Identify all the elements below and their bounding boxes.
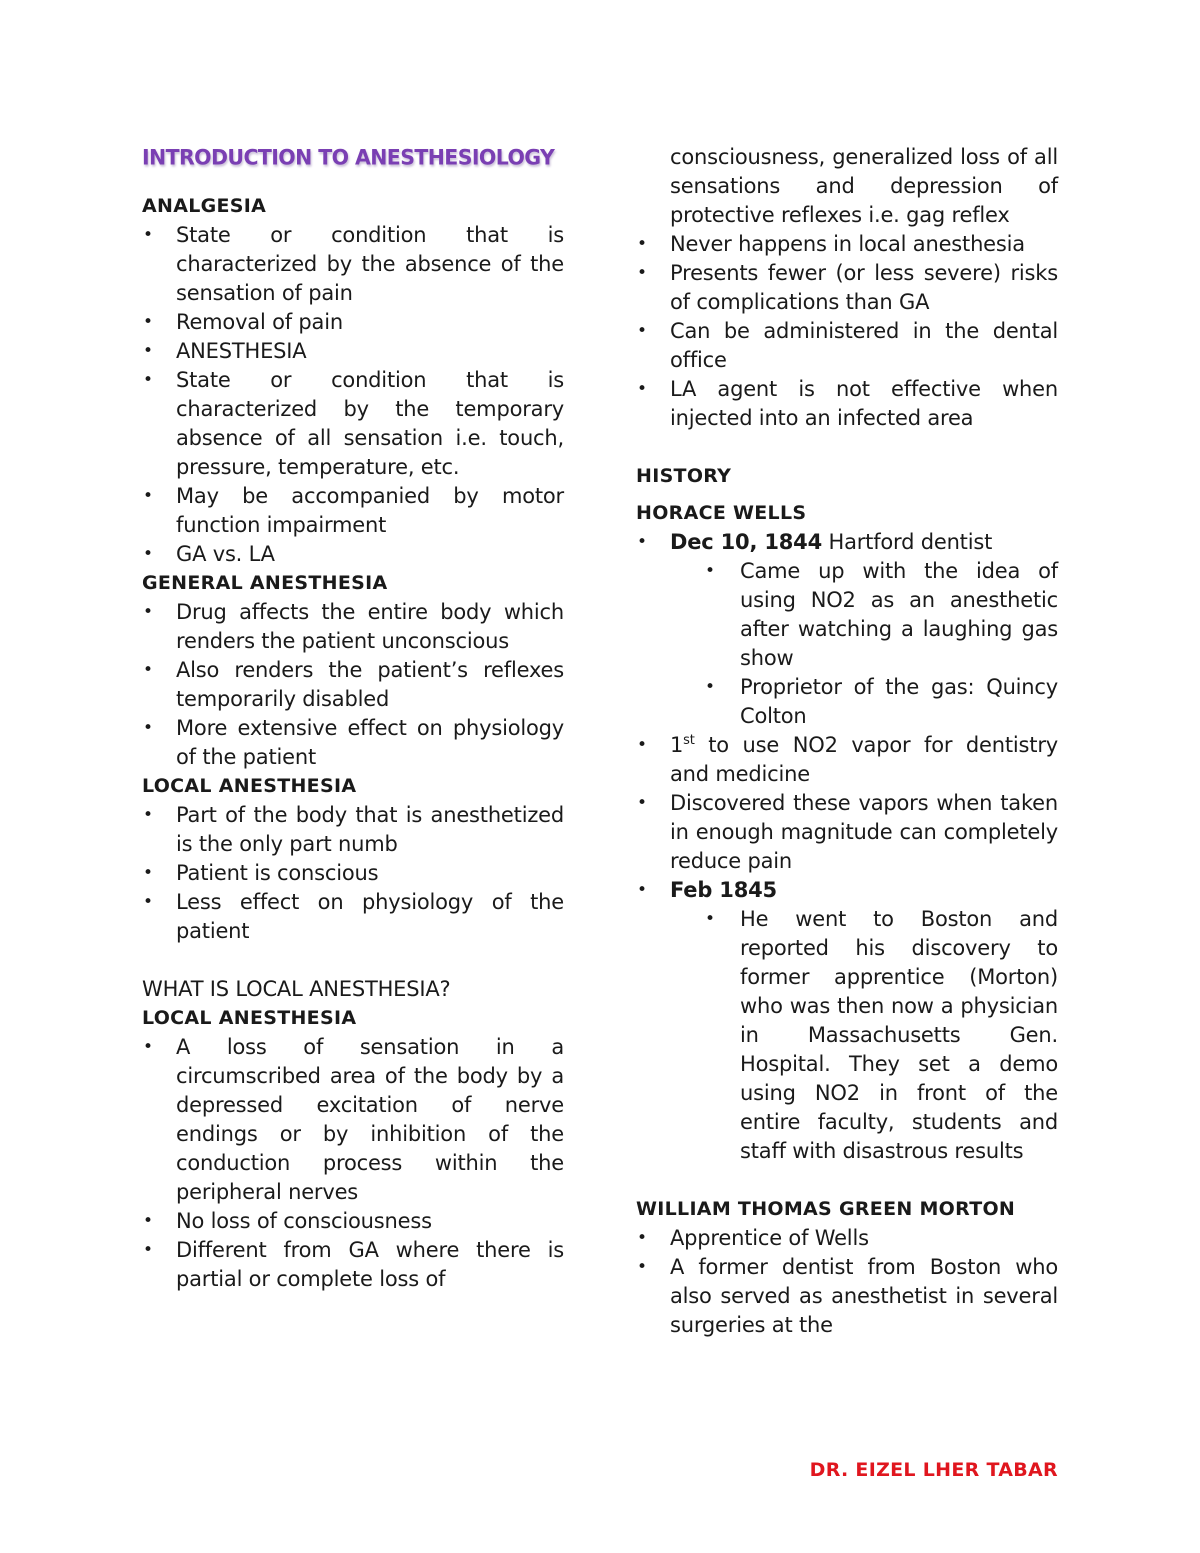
list-item-feb-1845 — [636, 876, 1058, 905]
list-item: • Removal of pain — [142, 308, 564, 337]
list-item: • ANESTHESIA — [142, 337, 564, 366]
section-heading-general-anesthesia: GENERAL ANESTHESIA — [142, 572, 388, 594]
spacer — [636, 491, 1058, 499]
question-heading: WHAT IS LOCAL ANESTHESIA? — [142, 977, 451, 1001]
section-heading-local-anesthesia-2: LOCAL ANESTHESIA — [142, 1007, 357, 1029]
date-label: Feb 1845 — [670, 878, 777, 902]
first-description: to use NO2 vapor for dentistry and medicine — [670, 733, 1058, 786]
list-item: • Can be administered in the dental office — [636, 317, 1058, 375]
date-label: Dec 10, 1844 — [670, 530, 822, 554]
local-anesthesia-definition-list — [142, 1033, 564, 1294]
spacer — [636, 433, 1058, 462]
local-anesthesia-list — [142, 801, 564, 946]
list-item: • Less effect on physiology of the patient — [142, 888, 564, 946]
section-heading-analgesia: ANALGESIA — [142, 195, 267, 217]
date-description: Hartford dentist — [822, 530, 993, 554]
horace-wells-list — [636, 528, 1058, 1166]
list-item: • State or condition that is characterized by the absence of the sensation of pain — [142, 221, 564, 308]
document-title: INTRODUCTION TO ANESTHESIOLOGY — [142, 144, 555, 170]
list-item: • Also renders the patient’s reflexes temporarily disabled — [142, 656, 564, 714]
list-item: • Never happens in local anesthesia — [636, 230, 1058, 259]
list-item: • Presents fewer (or less severe) risks of complications than GA — [636, 259, 1058, 317]
spacer — [142, 946, 564, 975]
list-item-first — [636, 731, 1058, 789]
list-item: • Different from GA where there is partial or complete loss of — [142, 1236, 564, 1294]
morton-list — [636, 1224, 1058, 1340]
continued-text-content: consciousness, generalized loss of all sensations and depression of protective reflexes i.e. gag reflex — [670, 145, 1058, 227]
left-column — [142, 142, 564, 1294]
continued-list — [636, 143, 1058, 433]
list-item-dec-1844 — [636, 528, 1058, 557]
sub-list-item: • Came up with the idea of using NO2 as an anesthetic after watching a laughing gas show — [636, 557, 1058, 673]
list-item: • Apprentice of Wells — [636, 1224, 1058, 1253]
ordinal-number: 1 — [670, 733, 684, 757]
list-item: • GA vs. LA — [142, 540, 564, 569]
sub-list-item: • Proprietor of the gas: Quincy Colton — [636, 673, 1058, 731]
list-item: • Discovered these vapors when taken in enough magnitude can completely reduce pain — [636, 789, 1058, 876]
list-item: • Drug affects the entire body which renders the patient unconscious — [142, 598, 564, 656]
spacer — [636, 1166, 1058, 1195]
list-item: • A former dentist from Boston who also served as anesthetist in several surgeries at the — [636, 1253, 1058, 1340]
section-heading-local-anesthesia: LOCAL ANESTHESIA — [142, 775, 357, 797]
right-column — [636, 143, 1058, 1340]
list-item: • A loss of sensation in a circumscribed area of the body by a depressed excitation of nerve endings or by inhibition of the conduction process within the peripheral nerves — [142, 1033, 564, 1207]
section-heading-horace-wells: HORACE WELLS — [636, 502, 807, 524]
section-heading-history: HISTORY — [636, 465, 732, 487]
list-item: • Patient is conscious — [142, 859, 564, 888]
author-footer: DR. EIZEL LHER TABAR — [809, 1459, 1058, 1481]
sub-list-item: • He went to Boston and reported his discovery to former apprentice (Morton) who was then now a physician in Massachusetts Gen. Hospital. They set a demo using NO2 in front of the entire faculty, students and staff with disastrous results — [636, 905, 1058, 1166]
list-item: • No loss of consciousness — [142, 1207, 564, 1236]
list-item: • LA agent is not effective when injected into an infected area — [636, 375, 1058, 433]
general-anesthesia-list — [142, 598, 564, 772]
list-item: • More extensive effect on physiology of the patient — [142, 714, 564, 772]
list-item: • State or condition that is characterized by the temporary absence of all sensation i.e. touch, pressure, temperature, etc. — [142, 366, 564, 482]
continued-text — [636, 143, 1058, 230]
ordinal-suffix: st — [683, 733, 695, 748]
list-item: • Part of the body that is anesthetized is the only part numb — [142, 801, 564, 859]
analgesia-list — [142, 221, 564, 569]
list-item: • May be accompanied by motor function impairment — [142, 482, 564, 540]
section-heading-morton: WILLIAM THOMAS GREEN MORTON — [636, 1198, 1016, 1220]
